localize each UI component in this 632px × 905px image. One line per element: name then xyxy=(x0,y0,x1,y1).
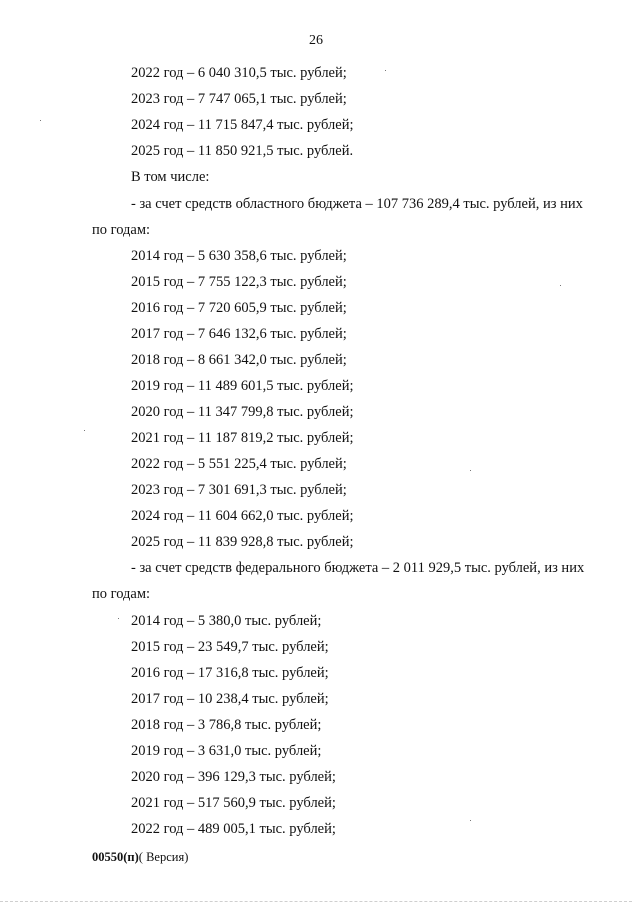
regional-line-2015: 2015 год – 7 755 122,3 тыс. рублей; xyxy=(131,274,347,290)
scan-speck xyxy=(470,470,471,471)
page-number: 26 xyxy=(309,33,323,48)
document-footer xyxy=(92,850,188,865)
scan-speck xyxy=(118,618,119,619)
federal-budget-intro: - за счет средств федерального бюджета – 2 011 929,5 тыс. рублей, из них xyxy=(131,560,585,576)
budget-line-2022-total: 2022 год – 6 040 310,5 тыс. рублей; xyxy=(131,65,347,81)
budget-line-2023-total: 2023 год – 7 747 065,1 тыс. рублей; xyxy=(131,91,347,107)
budget-line-2024-total: 2024 год – 11 715 847,4 тыс. рублей; xyxy=(131,117,354,133)
scan-bottom-edge xyxy=(0,901,632,905)
scan-speck xyxy=(560,285,561,286)
regional-line-2025: 2025 год – 11 839 928,8 тыс. рублей; xyxy=(131,534,354,550)
regional-budget-by-years: по годам: xyxy=(92,222,151,238)
federal-line-2018: 2018 год – 3 786,8 тыс. рублей; xyxy=(131,717,322,733)
regional-line-2023: 2023 год – 7 301 691,3 тыс. рублей; xyxy=(131,482,347,498)
regional-line-2017: 2017 год – 7 646 132,6 тыс. рублей; xyxy=(131,326,347,342)
federal-line-2022: 2022 год – 489 005,1 тыс. рублей; xyxy=(131,821,336,837)
federal-line-2019: 2019 год – 3 631,0 тыс. рублей; xyxy=(131,743,322,759)
federal-line-2014: 2014 год – 5 380,0 тыс. рублей; xyxy=(131,613,322,629)
regional-line-2014: 2014 год – 5 630 358,6 тыс. рублей; xyxy=(131,248,347,264)
federal-line-2021: 2021 год – 517 560,9 тыс. рублей; xyxy=(131,795,336,811)
regional-line-2022: 2022 год – 5 551 225,4 тыс. рублей; xyxy=(131,456,347,472)
including-heading: В том числе: xyxy=(131,169,210,185)
scan-speck xyxy=(84,430,85,431)
federal-line-2016: 2016 год – 17 316,8 тыс. рублей; xyxy=(131,665,329,681)
footer-code: 00550(п) xyxy=(92,850,139,864)
regional-line-2021: 2021 год – 11 187 819,2 тыс. рублей; xyxy=(131,430,354,446)
regional-line-2018: 2018 год – 8 661 342,0 тыс. рублей; xyxy=(131,352,347,368)
federal-budget-by-years: по годам: xyxy=(92,586,151,602)
scan-speck xyxy=(470,820,471,821)
federal-line-2017: 2017 год – 10 238,4 тыс. рублей; xyxy=(131,691,329,707)
scan-speck xyxy=(385,70,386,71)
regional-line-2019: 2019 год – 11 489 601,5 тыс. рублей; xyxy=(131,378,354,394)
regional-budget-intro: - за счет средств областного бюджета – 107 736 289,4 тыс. рублей, из них xyxy=(131,196,583,212)
budget-line-2025-total: 2025 год – 11 850 921,5 тыс. рублей. xyxy=(131,143,354,159)
regional-line-2020: 2020 год – 11 347 799,8 тыс. рублей; xyxy=(131,404,354,420)
scan-speck xyxy=(40,120,41,121)
regional-line-2016: 2016 год – 7 720 605,9 тыс. рублей; xyxy=(131,300,347,316)
footer-version: ( Версия) xyxy=(138,850,189,864)
regional-line-2024: 2024 год – 11 604 662,0 тыс. рублей; xyxy=(131,508,354,524)
federal-line-2015: 2015 год – 23 549,7 тыс. рублей; xyxy=(131,639,329,655)
federal-line-2020: 2020 год – 396 129,3 тыс. рублей; xyxy=(131,769,336,785)
